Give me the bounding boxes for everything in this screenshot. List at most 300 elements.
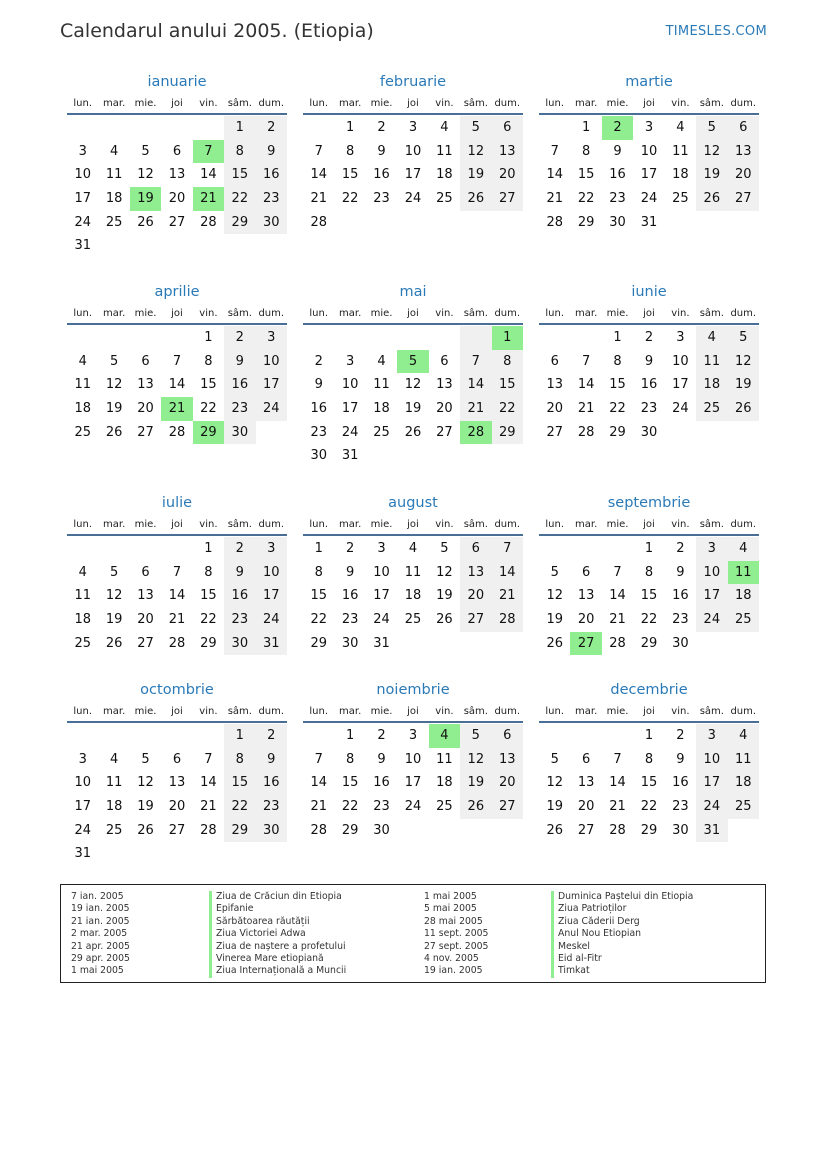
holiday-name: Ziua Patrioților <box>551 903 693 915</box>
day-cell: 15 <box>577 167 595 183</box>
day-cell: 16 <box>256 163 287 187</box>
holiday-name: Ziua Căderii Derg <box>551 916 693 928</box>
day-cell: 28 <box>460 421 491 445</box>
day-cell: 5 <box>109 564 119 580</box>
day-cell: 1 <box>345 120 355 135</box>
empty-cell <box>161 537 192 561</box>
empty-cell <box>429 632 460 656</box>
day-grid <box>539 116 759 234</box>
day-cell: 27 <box>137 424 154 440</box>
day-grid <box>67 326 287 444</box>
holiday-date: 2 mar. 2005 <box>71 928 128 940</box>
day-cell: 13 <box>577 588 595 604</box>
holiday-date: 7 ian. 2005 <box>71 891 124 902</box>
day-grid <box>303 537 523 655</box>
day-cell: 23 <box>373 191 390 207</box>
day-cell: 17 <box>341 401 359 417</box>
day-cell: 28 <box>609 635 626 651</box>
day-cell: 3 <box>377 541 386 556</box>
weekday-label: sâm. <box>699 307 724 319</box>
day-cell: 20 <box>168 799 186 815</box>
day-cell: 21 <box>546 191 563 207</box>
day-cell: 23 <box>224 608 255 632</box>
day-cell: 4 <box>429 724 460 748</box>
day-cell: 14 <box>310 775 327 791</box>
holiday-name: Ziua de Crăciun din Etiopia <box>209 891 346 903</box>
day-cell: 30 <box>672 822 689 838</box>
day-cell: 31 <box>341 448 359 464</box>
day-cell: 19 <box>436 588 453 604</box>
day-cell: 1 <box>345 728 355 743</box>
day-cell: 7 <box>172 353 182 369</box>
day-cell: 10 <box>696 748 727 772</box>
empty-cell <box>728 632 759 656</box>
day-cell: 12 <box>137 775 154 791</box>
day-cell: 8 <box>613 353 622 369</box>
day-cell: 16 <box>373 167 390 183</box>
day-cell: 13 <box>436 377 453 393</box>
day-cell: 3 <box>408 120 418 135</box>
month-decembrie <box>539 679 759 842</box>
weekday-label: dum. <box>494 518 521 530</box>
weekday-label: dum. <box>730 518 757 530</box>
holiday-date: 11 sept. 2005 <box>424 928 489 940</box>
day-cell: 17 <box>74 191 91 207</box>
day-cell: 9 <box>613 143 622 159</box>
empty-cell <box>492 632 523 656</box>
empty-cell <box>397 819 428 843</box>
weekday-label: dum. <box>258 518 285 530</box>
day-cell: 18 <box>74 401 91 417</box>
day-cell: 18 <box>373 401 390 417</box>
empty-cell <box>334 326 365 350</box>
empty-cell <box>539 537 570 561</box>
day-cell: 20 <box>460 584 491 608</box>
day-cell: 30 <box>609 214 626 230</box>
day-cell: 28 <box>310 822 327 838</box>
month-ianuarie <box>67 71 287 258</box>
day-cell: 27 <box>436 424 453 440</box>
day-cell: 18 <box>672 167 689 183</box>
weekday-label: mar. <box>575 518 598 530</box>
day-cell: 1 <box>613 330 622 345</box>
page-title: Calendarul anului 2005. (Etiopia) <box>60 20 374 42</box>
day-cell: 21 <box>609 799 626 815</box>
weekday-label: mar. <box>103 518 126 530</box>
weekday-label: sâm. <box>699 97 724 109</box>
holiday-date: 5 mai 2005 <box>424 903 477 915</box>
weekday-label: lun. <box>73 705 93 717</box>
day-cell: 19 <box>728 373 759 397</box>
day-cell: 4 <box>109 143 119 159</box>
weekday-label: dum. <box>730 705 757 717</box>
day-cell: 27 <box>577 822 595 838</box>
day-cell: 6 <box>460 537 491 561</box>
day-cell: 17 <box>672 377 689 393</box>
empty-cell <box>728 421 759 445</box>
weekday-header <box>303 514 523 536</box>
day-cell: 9 <box>676 751 685 767</box>
day-cell: 3 <box>256 537 287 561</box>
day-cell: 29 <box>310 635 327 651</box>
day-cell: 25 <box>436 799 453 815</box>
day-cell: 16 <box>310 401 327 417</box>
day-cell: 4 <box>440 120 449 135</box>
day-cell: 10 <box>256 561 287 585</box>
empty-cell <box>130 724 161 748</box>
day-cell: 21 <box>310 799 327 815</box>
day-cell: 2 <box>224 537 255 561</box>
month-februarie <box>303 71 523 234</box>
day-cell: 13 <box>492 748 523 772</box>
empty-cell <box>98 234 129 258</box>
weekday-label: vin. <box>199 97 218 109</box>
day-cell: 13 <box>577 775 595 791</box>
holiday-name: Sărbătoarea răutății <box>209 916 346 928</box>
day-grid <box>539 724 759 842</box>
weekday-label: mar. <box>339 97 362 109</box>
day-cell: 25 <box>728 608 759 632</box>
day-cell: 1 <box>644 728 654 743</box>
day-cell: 24 <box>341 424 359 440</box>
empty-cell <box>397 326 428 350</box>
day-cell: 28 <box>577 424 595 440</box>
day-cell: 9 <box>676 564 685 580</box>
empty-cell <box>429 211 460 235</box>
empty-cell <box>460 444 491 468</box>
day-cell: 26 <box>137 214 154 230</box>
day-cell: 2 <box>602 116 633 140</box>
day-cell: 1 <box>644 541 654 556</box>
day-cell: 8 <box>204 564 213 580</box>
day-cell: 3 <box>696 537 727 561</box>
day-cell: 16 <box>224 584 255 608</box>
day-cell: 3 <box>256 326 287 350</box>
day-cell: 30 <box>640 424 658 440</box>
day-cell: 26 <box>105 424 123 440</box>
day-cell: 23 <box>256 187 287 211</box>
weekday-header <box>539 701 759 723</box>
empty-cell <box>193 234 224 258</box>
empty-cell <box>130 842 161 866</box>
day-cell: 12 <box>436 564 453 580</box>
day-cell: 29 <box>200 635 217 651</box>
day-cell: 5 <box>550 751 559 767</box>
weekday-label: mar. <box>339 518 362 530</box>
empty-cell <box>161 326 192 350</box>
day-cell: 24 <box>404 799 422 815</box>
day-cell: 12 <box>728 350 759 374</box>
month-name: septembrie <box>607 495 691 511</box>
day-cell: 3 <box>408 728 418 743</box>
day-cell: 19 <box>130 187 161 211</box>
day-cell: 28 <box>200 214 217 230</box>
day-cell: 28 <box>168 635 186 651</box>
month-octombrie <box>67 679 287 866</box>
day-cell: 16 <box>256 771 287 795</box>
weekday-label: mar. <box>103 307 126 319</box>
holiday-date: 29 apr. 2005 <box>71 952 130 964</box>
day-cell: 28 <box>310 214 327 230</box>
weekday-label: mie. <box>134 97 157 109</box>
day-cell: 20 <box>492 163 523 187</box>
weekday-header <box>303 701 523 723</box>
day-cell: 2 <box>676 541 685 556</box>
weekday-label: lun. <box>309 705 329 717</box>
day-cell: 24 <box>672 401 689 417</box>
month-name: aprilie <box>154 284 200 300</box>
day-cell: 27 <box>460 608 491 632</box>
weekday-label: vin. <box>435 307 454 319</box>
weekday-label: mie. <box>370 518 393 530</box>
day-cell: 30 <box>224 421 255 445</box>
weekday-label: sâm. <box>227 97 252 109</box>
weekday-label: joi <box>643 97 655 109</box>
empty-cell <box>130 326 161 350</box>
weekday-label: vin. <box>435 518 454 530</box>
empty-cell <box>460 632 491 656</box>
holiday-dates-col-1 <box>71 891 130 978</box>
day-cell: 11 <box>696 350 727 374</box>
day-cell: 17 <box>696 584 727 608</box>
day-cell: 25 <box>696 397 727 421</box>
day-cell: 4 <box>676 120 685 135</box>
empty-cell <box>130 234 161 258</box>
day-cell: 25 <box>436 191 453 207</box>
day-cell: 19 <box>460 163 491 187</box>
weekday-label: sâm. <box>699 518 724 530</box>
day-cell: 30 <box>672 635 689 651</box>
day-cell: 25 <box>373 424 390 440</box>
day-cell: 25 <box>74 424 91 440</box>
day-cell: 21 <box>193 187 224 211</box>
day-cell: 26 <box>436 612 453 628</box>
weekday-label: dum. <box>258 307 285 319</box>
day-cell: 13 <box>137 377 154 393</box>
day-cell: 12 <box>460 748 491 772</box>
empty-cell <box>303 326 334 350</box>
weekday-label: joi <box>643 307 655 319</box>
weekday-header <box>67 514 287 536</box>
day-cell: 9 <box>256 748 287 772</box>
day-cell: 3 <box>345 353 355 369</box>
day-grid <box>539 537 759 655</box>
weekday-label: vin. <box>671 705 690 717</box>
day-cell: 12 <box>696 140 727 164</box>
day-cell: 6 <box>172 751 182 767</box>
weekday-header <box>303 303 523 325</box>
month-septembrie <box>539 492 759 655</box>
day-cell: 22 <box>341 191 359 207</box>
day-cell: 23 <box>640 401 658 417</box>
day-cell: 26 <box>404 424 422 440</box>
day-cell: 6 <box>141 353 150 369</box>
weekday-label: sâm. <box>463 97 488 109</box>
day-cell: 27 <box>546 424 563 440</box>
day-cell: 21 <box>161 397 192 421</box>
empty-cell <box>161 842 192 866</box>
weekday-label: mar. <box>575 705 598 717</box>
weekday-label: lun. <box>309 307 329 319</box>
day-cell: 23 <box>224 397 255 421</box>
day-cell: 10 <box>74 167 91 183</box>
weekday-header <box>67 303 287 325</box>
empty-cell <box>570 724 601 748</box>
day-cell: 12 <box>404 377 422 393</box>
day-cell: 20 <box>137 612 154 628</box>
weekday-label: mie. <box>134 705 157 717</box>
day-cell: 3 <box>696 724 727 748</box>
day-cell: 21 <box>609 612 626 628</box>
month-name: martie <box>625 74 673 90</box>
holiday-name: Meskel <box>551 941 693 953</box>
empty-cell <box>460 211 491 235</box>
holiday-name: Ziua de naștere a profetului <box>209 941 346 953</box>
day-cell: 27 <box>492 187 523 211</box>
weekday-label: vin. <box>199 307 218 319</box>
weekday-label: joi <box>171 307 183 319</box>
weekday-label: vin. <box>435 705 454 717</box>
day-cell: 18 <box>728 771 759 795</box>
weekday-label: mie. <box>134 307 157 319</box>
weekday-label: mie. <box>606 97 629 109</box>
day-cell: 24 <box>74 822 91 838</box>
holiday-name: Timkat <box>551 965 693 977</box>
day-cell: 21 <box>200 799 217 815</box>
weekday-label: dum. <box>258 705 285 717</box>
day-cell: 8 <box>492 350 523 374</box>
weekday-label: mar. <box>103 97 126 109</box>
day-cell: 1 <box>492 326 523 350</box>
weekday-label: joi <box>407 518 419 530</box>
weekday-label: vin. <box>671 518 690 530</box>
weekday-label: mie. <box>370 97 393 109</box>
day-cell: 16 <box>672 775 689 791</box>
empty-cell <box>98 842 129 866</box>
empty-cell <box>397 632 428 656</box>
month-name: februarie <box>379 74 447 90</box>
day-cell: 2 <box>256 116 287 140</box>
day-cell: 5 <box>460 116 491 140</box>
day-cell: 4 <box>377 353 386 369</box>
weekday-label: lun. <box>309 97 329 109</box>
holiday-name: Duminica Paștelui din Etiopia <box>551 891 693 903</box>
brand-link[interactable]: TIMESLES.COM <box>665 24 767 39</box>
day-cell: 14 <box>460 373 491 397</box>
day-cell: 15 <box>341 167 359 183</box>
day-cell: 6 <box>728 116 759 140</box>
day-cell: 11 <box>105 167 123 183</box>
day-cell: 6 <box>492 724 523 748</box>
weekday-label: mie. <box>370 705 393 717</box>
holiday-legend <box>60 884 766 983</box>
day-cell: 27 <box>168 822 186 838</box>
day-cell: 22 <box>224 795 255 819</box>
day-cell: 16 <box>609 167 626 183</box>
weekday-label: joi <box>407 97 419 109</box>
day-cell: 9 <box>224 561 255 585</box>
day-cell: 4 <box>78 353 87 369</box>
day-cell: 4 <box>696 326 727 350</box>
weekday-label: mar. <box>339 705 362 717</box>
empty-cell <box>492 211 523 235</box>
day-cell: 5 <box>397 350 428 374</box>
day-cell: 12 <box>105 588 123 604</box>
day-cell: 27 <box>570 632 601 656</box>
empty-cell <box>256 842 287 866</box>
day-cell: 11 <box>672 143 689 159</box>
day-cell: 20 <box>168 191 186 207</box>
day-cell: 22 <box>341 799 359 815</box>
holiday-date: 1 mai 2005 <box>71 965 124 977</box>
day-cell: 20 <box>137 401 154 417</box>
day-cell: 15 <box>200 377 217 393</box>
day-cell: 29 <box>640 635 658 651</box>
day-cell: 11 <box>728 561 759 585</box>
day-cell: 9 <box>377 751 386 767</box>
weekday-label: vin. <box>199 518 218 530</box>
day-cell: 18 <box>105 191 123 207</box>
weekday-label: joi <box>171 705 183 717</box>
day-cell: 31 <box>74 846 91 862</box>
day-cell: 21 <box>577 401 595 417</box>
day-cell: 18 <box>74 612 91 628</box>
day-cell: 14 <box>310 167 327 183</box>
day-cell: 7 <box>613 564 622 580</box>
empty-cell <box>256 421 287 445</box>
day-cell: 17 <box>256 373 287 397</box>
empty-cell <box>539 326 570 350</box>
day-cell: 8 <box>581 143 591 159</box>
holiday-name: Eid al-Fitr <box>551 953 693 965</box>
empty-cell <box>366 211 397 235</box>
empty-cell <box>696 211 727 235</box>
day-cell: 14 <box>546 167 563 183</box>
day-cell: 15 <box>310 588 327 604</box>
day-cell: 8 <box>345 751 355 767</box>
day-grid <box>67 537 287 655</box>
holiday-name: Ziua Victoriei Adwa <box>209 928 346 940</box>
month-name: decembrie <box>610 682 688 698</box>
weekday-label: dum. <box>258 97 285 109</box>
day-cell: 21 <box>460 397 491 421</box>
day-cell: 20 <box>546 401 563 417</box>
day-cell: 17 <box>74 799 91 815</box>
month-noiembrie <box>303 679 523 842</box>
day-cell: 4 <box>408 541 418 556</box>
day-cell: 11 <box>105 775 123 791</box>
day-cell: 1 <box>204 541 213 556</box>
day-cell: 24 <box>256 608 287 632</box>
day-cell: 29 <box>492 421 523 445</box>
weekday-label: vin. <box>435 97 454 109</box>
day-cell: 24 <box>256 397 287 421</box>
day-cell: 26 <box>546 635 563 651</box>
day-cell: 5 <box>460 724 491 748</box>
weekday-label: sâm. <box>463 518 488 530</box>
empty-cell <box>366 444 397 468</box>
day-cell: 11 <box>74 588 91 604</box>
month-name: mai <box>399 284 427 300</box>
day-cell: 2 <box>377 728 386 743</box>
weekday-label: lun. <box>73 518 93 530</box>
day-cell: 21 <box>168 612 186 628</box>
empty-cell <box>161 724 192 748</box>
weekday-label: sâm. <box>227 518 252 530</box>
day-cell: 30 <box>256 211 287 235</box>
holiday-date: 21 ian. 2005 <box>71 915 130 927</box>
day-cell: 9 <box>314 377 323 393</box>
